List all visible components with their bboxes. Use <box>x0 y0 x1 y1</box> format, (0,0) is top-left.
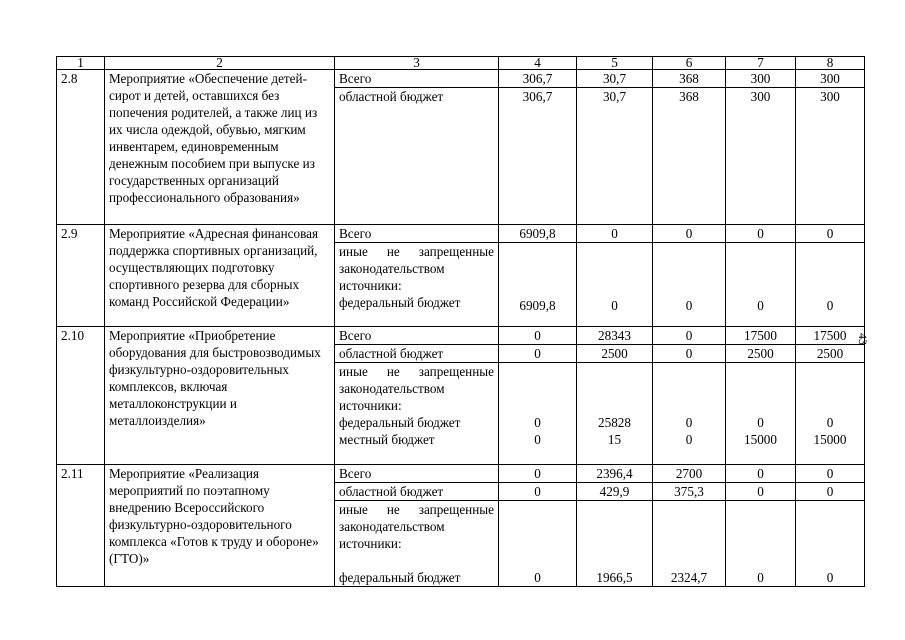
source-label: федеральный бюджет <box>339 415 461 430</box>
value-cell: 368 <box>653 70 726 88</box>
value-cell: 0 <box>796 483 865 501</box>
value-cell: 300 <box>726 70 796 88</box>
page-number: 43 <box>856 333 870 345</box>
header-cell: 6 <box>653 57 726 70</box>
value-cell: 17500 <box>726 327 796 345</box>
value-cell: 0 <box>726 465 796 483</box>
value-cell: 0 <box>499 327 577 345</box>
value-cell: 2700 <box>653 465 726 483</box>
row-number: 2.10 <box>57 327 105 465</box>
measure-title: Мероприятие «Адресная финансовая поддержка спортивных организаций, осуществляющих подготовку спортивного резерва для сборных команд Российской Федерации» <box>105 225 335 327</box>
value-cell: 0 <box>577 243 653 327</box>
value-cell: 2500 <box>577 345 653 363</box>
budget-table <box>56 56 865 587</box>
value-cell: 1966,5 <box>577 501 653 587</box>
value-cell: 30,7 <box>577 70 653 88</box>
row-number: 2.9 <box>57 225 105 327</box>
value-cell: 0 <box>499 465 577 483</box>
header-cell: 3 <box>335 57 499 70</box>
table-row <box>57 225 865 243</box>
value-pair <box>577 363 653 465</box>
value-cell: 0 <box>685 432 693 447</box>
value-cell: 6909,8 <box>499 225 577 243</box>
value-cell: 28343 <box>577 327 653 345</box>
header-cell: 5 <box>577 57 653 70</box>
value-cell: 0 <box>726 243 796 327</box>
row-number: 2.8 <box>57 70 105 225</box>
header-cell: 8 <box>796 57 865 70</box>
value-cell: 30,7 <box>577 88 653 225</box>
source-label: местный бюджет <box>339 432 435 447</box>
source-block <box>335 501 499 587</box>
value-cell: 375,3 <box>653 483 726 501</box>
value-cell: 0 <box>796 465 865 483</box>
header-row <box>57 57 865 70</box>
source-block <box>335 363 499 465</box>
value-cell: 2396,4 <box>577 465 653 483</box>
value-cell: 0 <box>653 345 726 363</box>
value-cell: 0 <box>726 501 796 587</box>
value-pair <box>796 363 865 465</box>
value-cell: 25828 <box>598 415 631 430</box>
value-cell: 2500 <box>726 345 796 363</box>
value-cell: 0 <box>796 501 865 587</box>
value-cell: 368 <box>653 88 726 225</box>
header-cell: 2 <box>105 57 335 70</box>
table-row <box>57 70 865 88</box>
value-cell: 0 <box>499 501 577 587</box>
source-label: иные не запрещенные законодательством источники: <box>339 244 494 293</box>
source-label: областной бюджет <box>335 345 499 363</box>
source-label: областной бюджет <box>335 483 499 501</box>
value-cell: 0 <box>534 432 541 447</box>
value-cell: 0 <box>534 415 541 430</box>
source-label: иные не запрещенные законодательством источники: <box>339 502 494 551</box>
source-label: Всего <box>335 225 499 243</box>
value-cell: 2500 <box>796 345 865 363</box>
row-number: 2.11 <box>57 465 105 587</box>
value-pair <box>653 363 726 465</box>
source-label: иные не запрещенные законодательством источники: <box>339 364 494 413</box>
measure-title: Мероприятие «Реализация мероприятий по поэтапному внедрению Всероссийского физкультурно-оздоровительного комплекса «Готов к труду и обороне» (ГТО)» <box>105 465 335 587</box>
value-cell: 429,9 <box>577 483 653 501</box>
value-cell: 0 <box>653 243 726 327</box>
table-row <box>57 327 865 345</box>
value-pair <box>499 363 577 465</box>
header-cell: 4 <box>499 57 577 70</box>
source-label: федеральный бюджет <box>339 295 461 310</box>
value-cell: 6909,8 <box>499 243 577 327</box>
value-cell: 0 <box>796 243 865 327</box>
source-label: Всего <box>335 465 499 483</box>
source-label: областной бюджет <box>335 88 499 225</box>
value-pair <box>726 363 796 465</box>
value-cell: 306,7 <box>499 88 577 225</box>
table-row <box>57 465 865 483</box>
value-cell: 300 <box>726 88 796 225</box>
header-cell: 7 <box>726 57 796 70</box>
value-cell: 15000 <box>813 432 847 447</box>
value-cell: 0 <box>499 483 577 501</box>
value-cell: 15 <box>607 432 622 447</box>
value-cell: 300 <box>796 70 865 88</box>
value-cell: 0 <box>653 327 726 345</box>
value-cell: 0 <box>796 225 865 243</box>
value-cell: 306,7 <box>499 70 577 88</box>
value-cell: 2324,7 <box>653 501 726 587</box>
measure-title: Мероприятие «Приобретение оборудования для быстровозводимых физкультурно-оздоровительных комплексов, включая металлоконструкции и металлоизделия» <box>105 327 335 465</box>
value-cell: 0 <box>499 345 577 363</box>
value-cell: 17500 <box>796 327 865 345</box>
value-cell: 0 <box>826 415 834 430</box>
value-cell: 300 <box>796 88 865 225</box>
value-cell: 0 <box>577 225 653 243</box>
value-cell: 0 <box>726 225 796 243</box>
header-cell: 1 <box>57 57 105 70</box>
source-label: федеральный бюджет <box>339 570 461 585</box>
source-label: Всего <box>335 70 499 88</box>
value-cell: 0 <box>685 415 693 430</box>
value-cell: 0 <box>726 483 796 501</box>
value-cell: 0 <box>757 415 764 430</box>
measure-title: Мероприятие «Обеспечение детей-сирот и детей, оставшихся без попечения родителей, а также лиц из их числа одеждой, обувью, мягким инвентарем, единовременным денежным пособием при выпуске из государственных организаций профессионального образования» <box>105 70 335 225</box>
source-label: Всего <box>335 327 499 345</box>
source-block <box>335 243 499 327</box>
value-cell: 0 <box>653 225 726 243</box>
value-cell: 15000 <box>744 432 777 447</box>
